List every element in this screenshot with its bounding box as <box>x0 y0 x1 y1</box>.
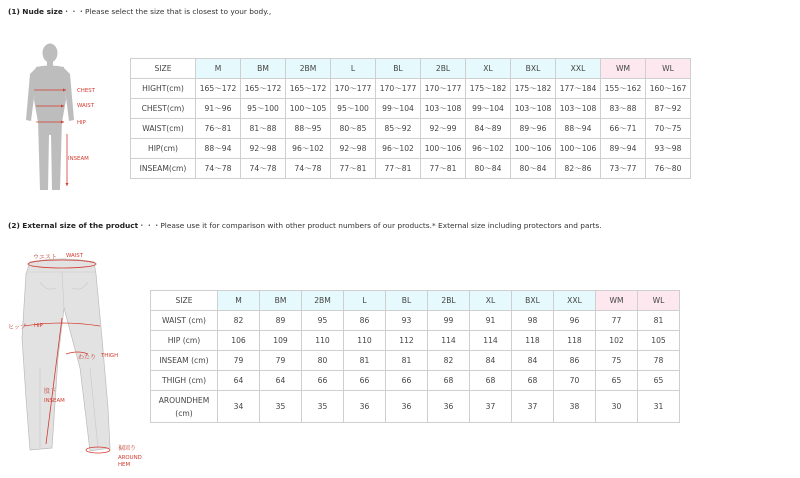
waist-jp-label: ウエスト <box>33 254 58 261</box>
table-cell: 81 <box>386 351 428 371</box>
table-cell: 65 <box>596 371 638 391</box>
row-label: INSEAM(cm) <box>131 159 196 179</box>
table-cell: 114 <box>428 331 470 351</box>
table-cell: 89 <box>260 311 302 331</box>
table-cell: 87～92 <box>646 99 691 119</box>
row-label: HIP (cm) <box>151 331 218 351</box>
table-cell: 95～100 <box>331 99 376 119</box>
table-cell: 77～81 <box>421 159 466 179</box>
table-cell: 76～80 <box>646 159 691 179</box>
table-cell: 65 <box>638 371 680 391</box>
table-cell: 80～84 <box>466 159 511 179</box>
nude-size-heading <box>8 6 271 17</box>
table-cell: 118 <box>512 331 554 351</box>
thigh-jp-label: わたり <box>78 354 97 361</box>
table-cell: 92～98 <box>331 139 376 159</box>
header-cell: L <box>331 59 376 79</box>
nude-size-number: (1) <box>8 7 20 16</box>
hem-jp-label: 裾回り <box>118 445 137 452</box>
table-cell: 77 <box>596 311 638 331</box>
table-cell: 100～105 <box>286 99 331 119</box>
table-cell: 74～78 <box>286 159 331 179</box>
table-cell: 155～162 <box>601 79 646 99</box>
table-cell: 93～98 <box>646 139 691 159</box>
table-cell: 88～94 <box>556 119 601 139</box>
table-cell: 84 <box>512 351 554 371</box>
table-cell: 98 <box>512 311 554 331</box>
hem-en-label-2: HEM <box>118 462 131 468</box>
table-cell: 36 <box>386 391 428 423</box>
table-cell: 64 <box>260 371 302 391</box>
table-cell: 103～108 <box>421 99 466 119</box>
inseam-jp-label: 股下 <box>44 388 57 395</box>
table-cell: 112 <box>386 331 428 351</box>
table-cell: 85～92 <box>376 119 421 139</box>
table-cell: 118 <box>554 331 596 351</box>
table-cell: 66 <box>302 371 344 391</box>
table-cell: 109 <box>260 331 302 351</box>
header-cell: SIZE <box>151 291 218 311</box>
table-cell: 175～182 <box>511 79 556 99</box>
table-cell: 175～182 <box>466 79 511 99</box>
table-cell: 91 <box>470 311 512 331</box>
header-cell: BL <box>376 59 421 79</box>
table-cell: 70～75 <box>646 119 691 139</box>
row-label: HIP(cm) <box>131 139 196 159</box>
table-cell: 80～84 <box>511 159 556 179</box>
table-cell: 82 <box>218 311 260 331</box>
table-cell: 76～81 <box>196 119 241 139</box>
table-cell: 103～108 <box>511 99 556 119</box>
table-cell: 95 <box>302 311 344 331</box>
table-cell: 66～71 <box>601 119 646 139</box>
table-cell: 66 <box>386 371 428 391</box>
table-cell: 110 <box>344 331 386 351</box>
table-cell: 81 <box>638 311 680 331</box>
nude-size-table <box>130 58 691 179</box>
table-cell: 92～98 <box>241 139 286 159</box>
hip-en-label: HIP <box>34 323 43 329</box>
table-cell: 84 <box>470 351 512 371</box>
table-cell: 84～89 <box>466 119 511 139</box>
chest-label: CHEST <box>77 88 95 94</box>
table-cell: 110 <box>302 331 344 351</box>
table-row <box>151 351 680 371</box>
header-cell: WM <box>601 59 646 79</box>
table-cell: 79 <box>218 351 260 371</box>
table-row <box>131 99 691 119</box>
table-cell: 36 <box>428 391 470 423</box>
table-cell: 170～177 <box>331 79 376 99</box>
external-size-title: External size of the product <box>22 221 139 230</box>
header-cell: M <box>218 291 260 311</box>
header-cell: 2BM <box>286 59 331 79</box>
row-label: HIGHT(cm) <box>131 79 196 99</box>
table-cell: 96 <box>554 311 596 331</box>
table-row <box>151 311 680 331</box>
table-cell: 81～88 <box>241 119 286 139</box>
table-cell: 66 <box>344 371 386 391</box>
table-cell: 31 <box>638 391 680 423</box>
nude-size-note: ・・・Please select the size that is closest to your body., <box>62 7 272 16</box>
table-row <box>151 331 680 351</box>
header-cell: XXL <box>556 59 601 79</box>
table-cell: 35 <box>260 391 302 423</box>
header-cell: WM <box>596 291 638 311</box>
external-size-note: ・・・Please use it for comparison with other product numbers of our products.* External size including protectors and parts. <box>138 221 602 230</box>
header-cell: M <box>196 59 241 79</box>
table-cell: 35 <box>302 391 344 423</box>
table-header-row <box>151 291 680 311</box>
table-cell: 114 <box>470 331 512 351</box>
table-cell: 64 <box>218 371 260 391</box>
table-cell: 177～184 <box>556 79 601 99</box>
header-cell: WL <box>646 59 691 79</box>
table-cell: 36 <box>344 391 386 423</box>
row-label: WAIST (cm) <box>151 311 218 331</box>
table-cell: 100～106 <box>556 139 601 159</box>
row-label: INSEAM (cm) <box>151 351 218 371</box>
header-cell: 2BL <box>428 291 470 311</box>
table-cell: 100～106 <box>511 139 556 159</box>
external-size-number: (2) <box>8 221 20 230</box>
waist-label: WAIST <box>77 103 95 109</box>
table-cell: 160～167 <box>646 79 691 99</box>
header-cell: 2BM <box>302 291 344 311</box>
table-cell: 79 <box>260 351 302 371</box>
table-row <box>131 139 691 159</box>
table-cell: 77～81 <box>376 159 421 179</box>
table-cell: 95～100 <box>241 99 286 119</box>
row-label: WAIST(cm) <box>131 119 196 139</box>
nude-size-title: Nude size <box>22 7 63 16</box>
table-header-row <box>131 59 691 79</box>
table-cell: 78 <box>638 351 680 371</box>
external-size-table <box>150 290 680 423</box>
table-cell: 165～172 <box>196 79 241 99</box>
row-label: AROUNDHEM (cm) <box>151 391 218 423</box>
table-cell: 91～96 <box>196 99 241 119</box>
table-cell: 34 <box>218 391 260 423</box>
header-cell: BM <box>260 291 302 311</box>
table-cell: 68 <box>512 371 554 391</box>
table-cell: 86 <box>554 351 596 371</box>
body-figure <box>14 40 104 200</box>
table-cell: 170～177 <box>421 79 466 99</box>
table-cell: 80 <box>302 351 344 371</box>
table-cell: 88～95 <box>286 119 331 139</box>
table-cell: 165～172 <box>241 79 286 99</box>
table-cell: 82 <box>428 351 470 371</box>
table-cell: 89～94 <box>601 139 646 159</box>
table-cell: 74～78 <box>196 159 241 179</box>
header-cell: BXL <box>512 291 554 311</box>
table-cell: 75 <box>596 351 638 371</box>
table-cell: 37 <box>470 391 512 423</box>
table-row <box>151 371 680 391</box>
table-cell: 99～104 <box>376 99 421 119</box>
header-cell: BXL <box>511 59 556 79</box>
table-cell: 102 <box>596 331 638 351</box>
table-cell: 165～172 <box>286 79 331 99</box>
header-cell: SIZE <box>131 59 196 79</box>
table-cell: 68 <box>470 371 512 391</box>
header-cell: L <box>344 291 386 311</box>
table-cell: 37 <box>512 391 554 423</box>
table-cell: 30 <box>596 391 638 423</box>
table-cell: 86 <box>344 311 386 331</box>
table-cell: 83～88 <box>601 99 646 119</box>
table-row <box>151 391 680 423</box>
table-cell: 68 <box>428 371 470 391</box>
table-cell: 99～104 <box>466 99 511 119</box>
table-cell: 170～177 <box>376 79 421 99</box>
waist-en-label: WAIST <box>66 253 84 259</box>
hip-jp-label: ヒップ <box>8 324 26 331</box>
table-cell: 100～106 <box>421 139 466 159</box>
hip-label: HIP <box>77 120 86 126</box>
table-cell: 96～102 <box>376 139 421 159</box>
row-label: THIGH (cm) <box>151 371 218 391</box>
table-row <box>131 159 691 179</box>
table-cell: 81 <box>344 351 386 371</box>
table-cell: 92～99 <box>421 119 466 139</box>
table-cell: 103～108 <box>556 99 601 119</box>
header-cell: XL <box>466 59 511 79</box>
header-cell: 2BL <box>421 59 466 79</box>
header-cell: XL <box>470 291 512 311</box>
table-cell: 89～96 <box>511 119 556 139</box>
table-cell: 105 <box>638 331 680 351</box>
table-cell: 106 <box>218 331 260 351</box>
row-label: CHEST(cm) <box>131 99 196 119</box>
inseam-label: INSEAM <box>68 156 89 162</box>
header-cell: BM <box>241 59 286 79</box>
table-cell: 77～81 <box>331 159 376 179</box>
hem-en-label-1: AROUND <box>118 455 142 461</box>
table-cell: 93 <box>386 311 428 331</box>
thigh-en-label: THIGH <box>101 353 119 359</box>
table-row <box>131 119 691 139</box>
table-cell: 38 <box>554 391 596 423</box>
table-cell: 96～102 <box>466 139 511 159</box>
table-cell: 73～77 <box>601 159 646 179</box>
table-row <box>131 79 691 99</box>
inseam-en-label: INSEAM <box>44 398 65 404</box>
header-cell: BL <box>386 291 428 311</box>
table-cell: 96～102 <box>286 139 331 159</box>
table-cell: 80～85 <box>331 119 376 139</box>
table-cell: 82～86 <box>556 159 601 179</box>
table-cell: 88～94 <box>196 139 241 159</box>
table-cell: 99 <box>428 311 470 331</box>
table-cell: 74～78 <box>241 159 286 179</box>
external-size-heading <box>8 220 602 231</box>
header-cell: WL <box>638 291 680 311</box>
table-cell: 70 <box>554 371 596 391</box>
header-cell: XXL <box>554 291 596 311</box>
